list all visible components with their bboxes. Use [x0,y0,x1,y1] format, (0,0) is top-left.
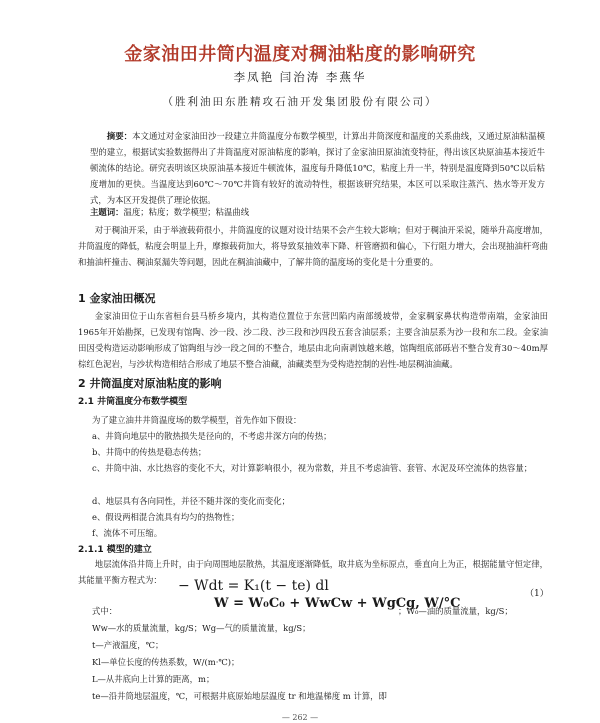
equation-2: W = W₀C₀ + WwCw + WgCg, W/°C [214,596,461,611]
section-2-heading: 2 井筒温度对原油粘度的影响 [78,377,222,390]
section-1-heading: 1 金家油田概况 [78,292,156,305]
assumption-item: c、井筒中油、水比热容的变化不大，对计算影响很小，视为常数，并且不考虑油管、套管、水泥及环空流体的热容量； [92,463,533,473]
keywords-text: 温度；粘度；数学模型；粘温曲线 [123,207,250,217]
variable-definition: te—沿井筒地层温度，℃，可根据井底原始地层温度 tr 和地温梯度 m 计算，即 [92,691,387,701]
equation-1: − Wdt = K₁(t − te) dl [178,578,329,594]
assumption-item: e、假设两相混合流具有均匀的热物性； [92,512,240,522]
keywords-label: 主题词： [90,207,124,217]
subsection-2-1-heading: 2.1 井筒温度分布数学模型 [78,397,188,407]
assumption-item: b、井筒中的传热是稳态传热； [92,447,207,457]
intro-paragraph: 对于稠油开采，由于举液载荷很小，井筒温度的议题对设计结果不会产生较大影响；但对于稠油开采说，随举升高度增加，井筒温度的降低，粘度会明显上升，摩擦载荷加大，将导致泵抽效率下降、杆管磨损和偏心，下行阻力增大，会出现抽油杆弯曲和抽油杆撞击、稠油泵漏失等问题，因此在稠油油藏中，了解井筒的温度场的变化是十分重要的。 [78,225,548,267]
abstract-text: 本文通过对金家油田沙一段建立井筒温度分布数学模型，计算出井筒深度和温度的关系曲线，又通过原油粘温模型的建立，根据试实验数据得出了井筒温度对原油粘度的影响，探讨了金家油田原油流变特征，得出该区块原油基本接近牛顿流体的结论。研究表明该区块原油基本接近牛顿流体，温度每升降低10℃，粘度上升一半，特别是温度降到50℃以后粘度增加的更快。当温度达到60℃～70℃井筒有较好的流动特性，根据该研究结果，本区可以采取注蒸汽、热水等开发方式，为本区开发提供了理论依据。 [90,131,546,205]
variable-definition: Kl—单位长度的传热系数，W/(m·℃)； [92,657,240,667]
assumption-item: d、地层具有各向同性，并径不随井深的变化而变化； [92,496,290,506]
equation-number: （1） [525,589,549,599]
page-number: — 262 — [281,713,319,722]
variable-definition: Ww—水的质量流量，kg/S；Wg—气的质量流量，kg/S； [92,623,311,633]
subsection-2-1-1-heading: 2.1.1 模型的建立 [78,545,152,555]
assumption-item: f、流体不可压缩。 [92,528,163,538]
paper-title: 金家油田井筒内温度对稠油粘度的影响研究 [124,44,476,65]
author-list: 李凤艳 闫治涛 李燕华 [233,70,367,84]
keywords [90,204,545,220]
abstract [90,128,545,208]
abstract-label: 摘要： [106,131,133,141]
assumptions-intro: 为了建立油井井筒温度场的数学模型，首先作如下假设： [92,415,302,425]
equation-2-prefix: 式中： [92,606,118,616]
section-1-paragraph: 金家油田位于山东省桓台县马桥乡境内，其构造位置位于东营凹陷内南部缓坡带，金家稠家鼻状构造带南端，金家油田1965年开始勘探，已发现有馆陶、沙一段、沙二段、沙三段和沙四段五套含油层系；主要含油层系为沙一段和东二段。金家油田因受构造运动影响形成了馆陶组与沙一段之间的不整合，地层由北向南剥蚀越来越，馆陶组底部砾岩不整合发育30～40m厚棕红色泥岩，与沙状构造相结合形成了地层不整合油藏，油藏类型为受构造控制的岩性-地层稠油油藏。 [78,311,548,369]
variable-definition: L—从井底向上计算的距离，m； [92,674,215,684]
equation-2-note: ；W₀—油的质量流量，kg/S； [398,606,513,616]
variable-definition: t—产液温度，℃； [92,640,164,650]
assumption-item: a、井筒向地层中的散热损失是径向的，不考虑井深方向的传热； [92,431,332,441]
model-paragraph: 地层流体沿井筒上升时，由于向周围地层散热，其温度逐渐降低，取井底为坐标原点，垂直向上为正，根据能量守恒定律，其能量平衡方程式为： [78,559,548,585]
affiliation: （胜利油田东胜精攻石油开发集团股份有限公司） [162,96,438,108]
